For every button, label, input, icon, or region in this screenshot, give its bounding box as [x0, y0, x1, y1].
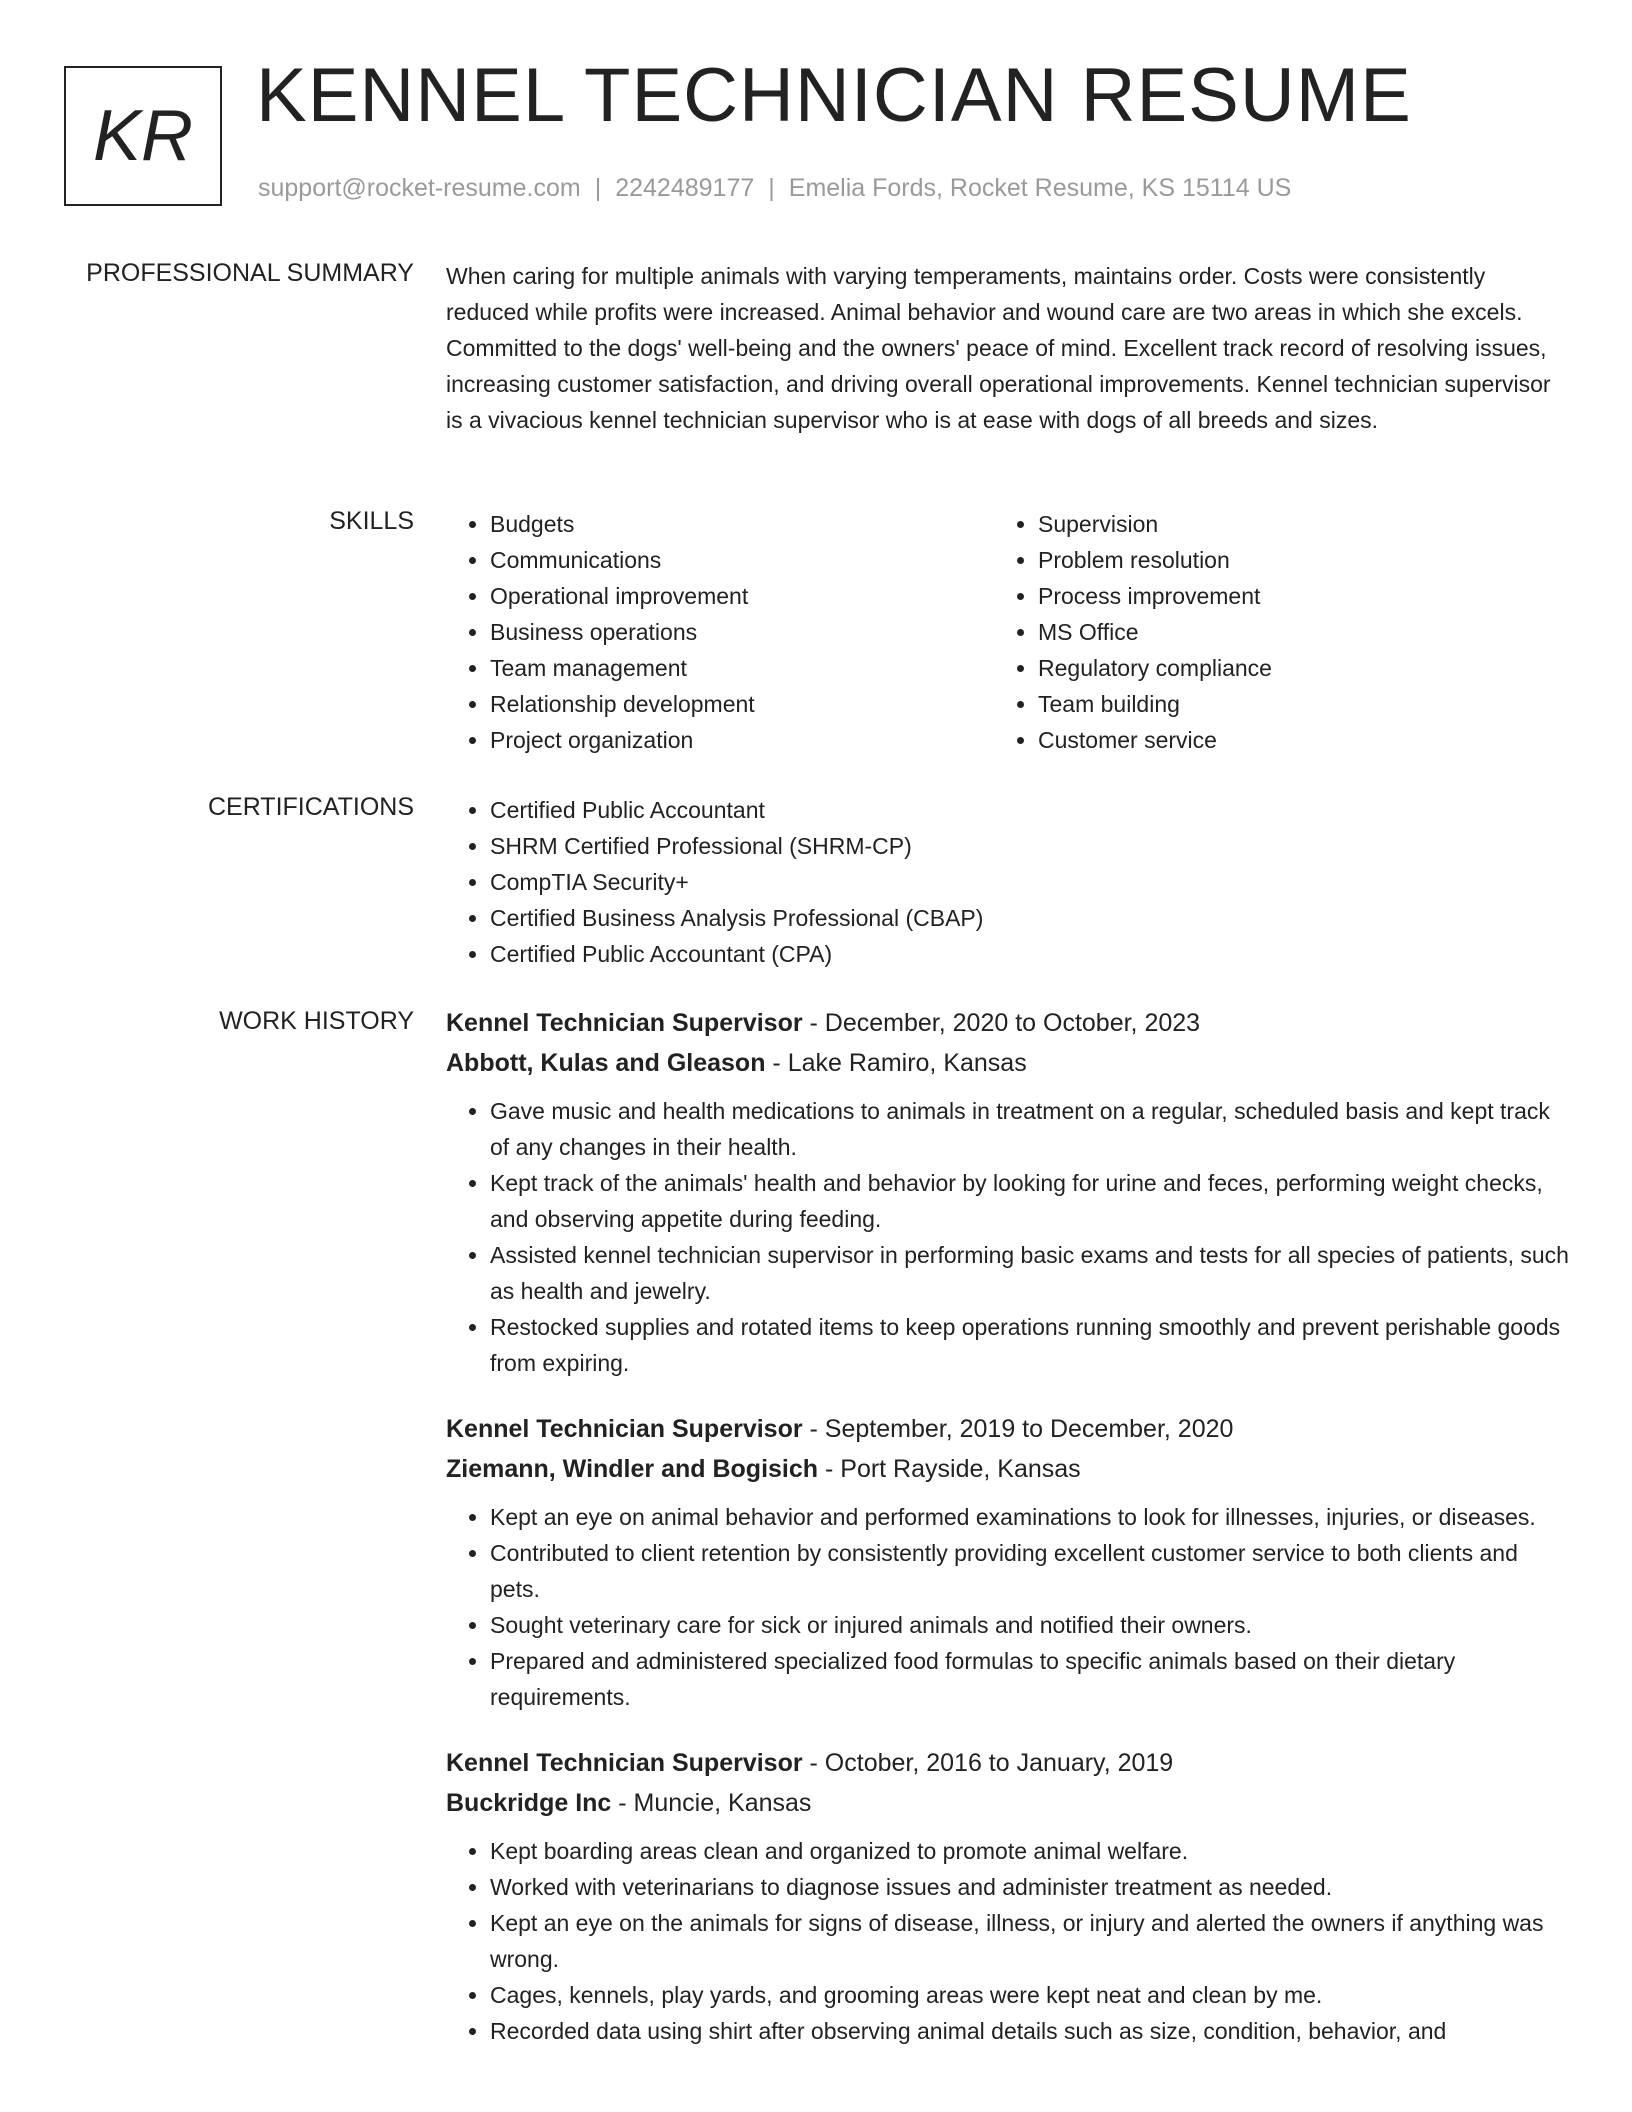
skills-column-right [994, 506, 1542, 758]
skill-item: • Communications [490, 542, 994, 578]
skills-column-left [446, 506, 994, 758]
job-bullet: • Worked with veterinarians to diagnose issues and administer treatment as needed. [490, 1869, 1572, 1905]
skill-item: • MS Office [1038, 614, 1542, 650]
job-title: Kennel Technician Supervisor [446, 1749, 803, 1777]
skill-item: • Relationship development [490, 686, 994, 722]
certification-item: • SHRM Certified Professional (SHRM-CP) [490, 828, 1572, 864]
job-entry [446, 1743, 1572, 2049]
contact-separator: | [594, 174, 602, 202]
job-bullet: • Contributed to client retention by consistently providing excellent customer service to both clients and pets. [490, 1535, 1572, 1607]
certifications-body [446, 792, 1572, 972]
job-bullet: • Kept track of the animals' health and behavior by looking for urine and feces, performing weight checks, and observing appetite during feeding. [490, 1165, 1572, 1237]
job-title: Kennel Technician Supervisor [446, 1009, 803, 1037]
job-location: - Lake Ramiro, Kansas [765, 1049, 1027, 1077]
contact-address: Emelia Fords, Rocket Resume, KS 15114 US [788, 174, 1292, 202]
job-bullet: • Kept an eye on animal behavior and performed examinations to look for illnesses, injuries, or diseases. [490, 1499, 1572, 1535]
skills-body [446, 506, 1572, 758]
job-bullet: • Recorded data using shirt after observing animal details such as size, condition, behavior, and [490, 2013, 1572, 2049]
skill-item: • Customer service [1038, 722, 1542, 758]
job-location: - Muncie, Kansas [611, 1789, 812, 1817]
job-dates: - December, 2020 to October, 2023 [802, 1009, 1201, 1037]
job-dates: - October, 2016 to January, 2019 [802, 1749, 1174, 1777]
skill-item: • Budgets [490, 506, 994, 542]
job-bullet: • Restocked supplies and rotated items to keep operations running smoothly and prevent perishable goods from expiring. [490, 1309, 1572, 1381]
job-dates: - September, 2019 to December, 2020 [802, 1415, 1234, 1443]
job-title-line [446, 1409, 1572, 1449]
job-title-line [446, 1743, 1572, 1783]
job-bullet: • Kept an eye on the animals for signs of disease, illness, or injury and alerted the owners if anything was wrong. [490, 1905, 1572, 1977]
summary-heading: PROFESSIONAL SUMMARY [86, 259, 414, 287]
job-company-line [446, 1449, 1572, 1489]
job-bullet: • Cages, kennels, play yards, and grooming areas were kept neat and clean by me. [490, 1977, 1572, 2013]
skill-item: • Team management [490, 650, 994, 686]
certifications-heading: CERTIFICATIONS [207, 793, 414, 821]
job-bullet: • Prepared and administered specialized food formulas to specific animals based on their dietary requirements. [490, 1643, 1572, 1715]
summary-text: When caring for multiple animals with varying temperaments, maintains order. Costs were consistently reduced while profits were increased. Animal behavior and wound care are two areas in which she excels. Committed to the dogs' well-being and the owners' peace of mind. Excellent track record of resolving issues, increasing customer satisfaction, and driving overall operational improvements. Kennel technician supervisor is a vivacious kennel technician supervisor who is at ease with dogs of all breeds and sizes. [446, 263, 1551, 433]
job-company: Abbott, Kulas and Gleason [446, 1049, 766, 1077]
certification-item: • CompTIA Security+ [490, 864, 1572, 900]
skill-item: • Operational improvement [490, 578, 994, 614]
contact-separator: | [768, 174, 775, 202]
skill-item: • Problem resolution [1038, 542, 1542, 578]
contact-email[interactable]: support@rocket-resume.com [258, 174, 581, 202]
certification-item: • Certified Public Accountant (CPA) [490, 936, 1572, 972]
skill-item: • Process improvement [1038, 578, 1542, 614]
job-entry [446, 1003, 1572, 1381]
certification-item: • Certified Public Accountant [490, 792, 1572, 828]
work-history-body [446, 1003, 1572, 2077]
job-bullet: • Assisted kennel technician supervisor in performing basic exams and tests for all species of patients, such as health and jewelry. [490, 1237, 1572, 1309]
certification-item: • Certified Business Analysis Professional (CBAP) [490, 900, 1572, 936]
skills-heading: SKILLS [329, 507, 414, 535]
skill-item: • Regulatory compliance [1038, 650, 1542, 686]
monogram-logo: KR [64, 66, 222, 206]
job-entry [446, 1409, 1572, 1715]
job-title-line [446, 1003, 1572, 1043]
skills-grid [446, 506, 1572, 758]
job-company-line [446, 1783, 1572, 1823]
skill-item: • Team building [1038, 686, 1542, 722]
job-bullet: • Gave music and health medications to animals in treatment on a regular, scheduled basis and kept track of any changes in their health. [490, 1093, 1572, 1165]
job-bullet: • Sought veterinary care for sick or injured animals and notified their owners. [490, 1607, 1572, 1643]
skill-item: • Supervision [1038, 506, 1542, 542]
job-company-line [446, 1043, 1572, 1083]
job-company: Ziemann, Windler and Bogisich [446, 1455, 819, 1483]
work-history-heading: WORK HISTORY [219, 1007, 414, 1035]
skill-item: • Business operations [490, 614, 994, 650]
job-title: Kennel Technician Supervisor [446, 1415, 803, 1443]
job-company: Buckridge Inc [446, 1789, 612, 1817]
job-location: - Port Rayside, Kansas [818, 1455, 1081, 1483]
resume-title: KENNEL TECHNICIAN RESUME [256, 53, 1412, 138]
summary-body [446, 258, 1572, 438]
job-bullet: • Kept boarding areas clean and organized to promote animal welfare. [490, 1833, 1572, 1869]
contact-line [258, 174, 1291, 203]
contact-phone[interactable]: 2242489177 [615, 174, 755, 202]
skill-item: • Project organization [490, 722, 994, 758]
